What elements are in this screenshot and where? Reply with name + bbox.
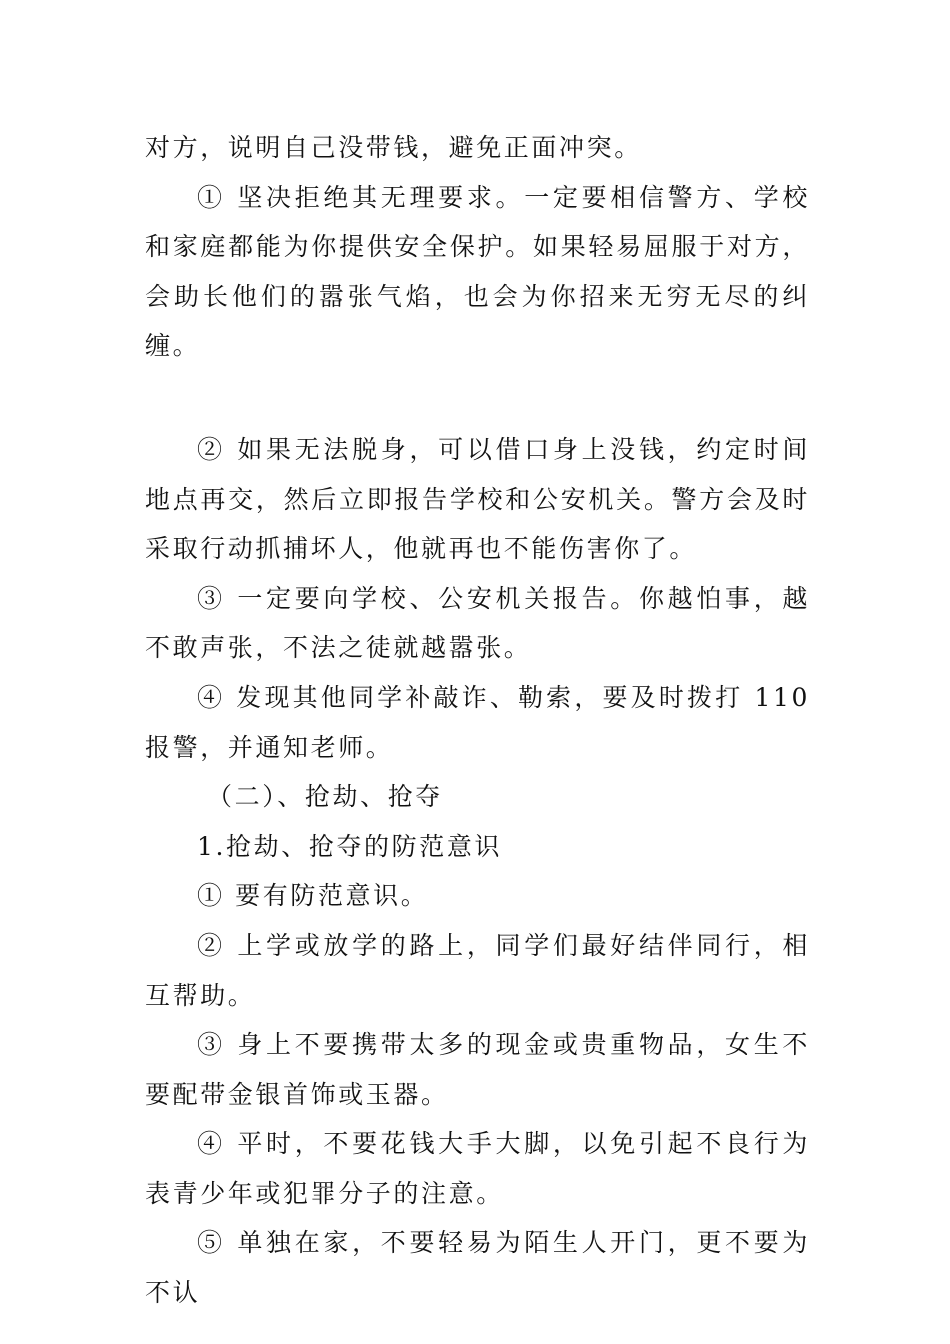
paragraph-valuables: ③ 身上不要携带太多的现金或贵重物品，女生不要配带金银首饰或玉器。 [145, 1030, 810, 1109]
paragraph-continuation: 对方，说明自己没带钱，避免正面冲突。 [145, 133, 642, 162]
paragraph-spending: ④ 平时，不要花钱大手大脚，以免引起不良行为表青少年或犯罪分子的注意。 [145, 1129, 810, 1208]
paragraph-awareness: ① 要有防范意识。 [197, 881, 429, 911]
paragraph-travel-together: ② 上学或放学的路上，同学们最好结伴同行，相互帮助。 [145, 930, 810, 1010]
paragraph-report: ③ 一定要向学校、公安机关报告。你越怕事，越不敢声张，不法之徒就越嚣张。 [145, 583, 810, 663]
document-body [145, 123, 810, 1318]
paragraph-gap [145, 371, 810, 425]
paragraph-refuse-demand: ① 坚决拒绝其无理要求。一定要相信警方、学校和家庭都能为你提供安全保护。如果轻易屈服于对方，会助长他们的嚣张气焰，也会为你招来无穷无尽的纠缠。 [145, 182, 810, 361]
subsection-heading-awareness: 1.抢劫、抢夺的防范意识 [197, 831, 503, 861]
section-heading-robbery: （二）、抢劫、抢夺 [207, 782, 443, 812]
paragraph-escape-excuse: ② 如果无法脱身，可以借口身上没钱，约定时间地点再交，然后立即报告学校和公安机关。警方会及时采取行动抓捕坏人，他就再也不能伤害你了。 [145, 434, 810, 564]
paragraph-call-police: ④ 发现其他同学补敲诈、勒索，要及时拨打 110 报警，并通知老师。 [145, 682, 810, 762]
paragraph-home-alone: ⑤ 单独在家，不要轻易为陌生人开门，更不要为不认 [145, 1228, 810, 1308]
